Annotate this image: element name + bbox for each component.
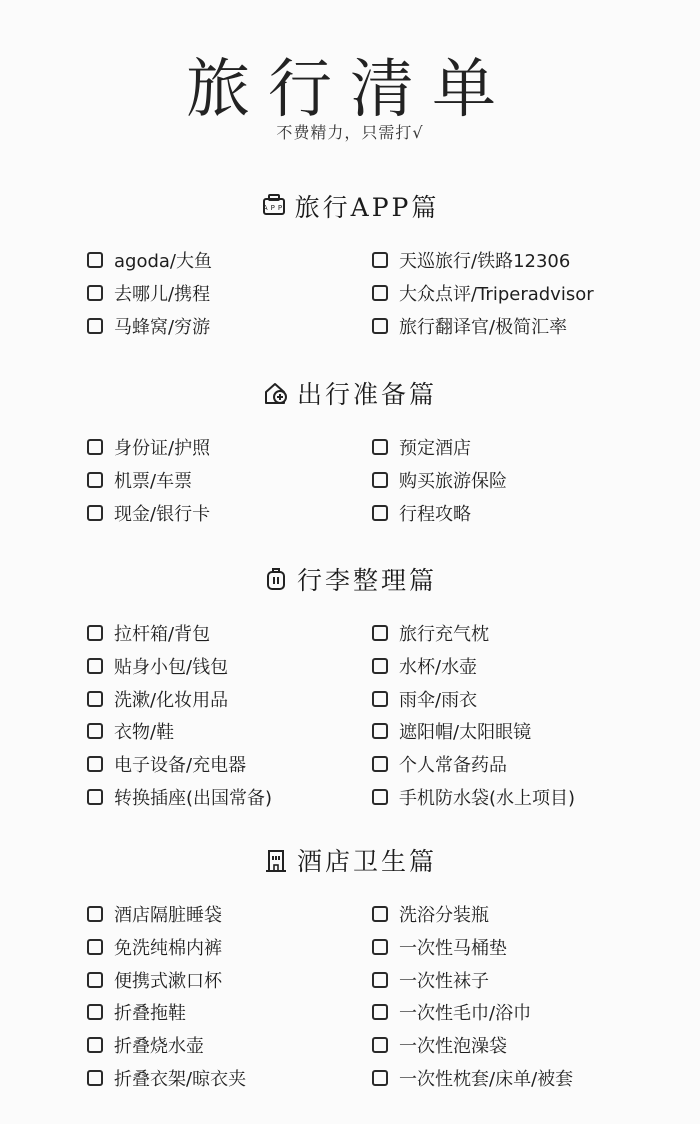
checklist-item[interactable]	[372, 499, 471, 527]
hotel-building-icon	[263, 847, 289, 873]
checklist-item-label: 马蜂窝/穷游	[114, 316, 211, 338]
checklist-item-label: 酒店隔脏睡袋	[114, 905, 222, 926]
checklist-item[interactable]	[372, 466, 507, 494]
checkbox[interactable]	[87, 658, 103, 674]
checkbox[interactable]	[372, 1070, 388, 1086]
checkbox[interactable]	[372, 285, 388, 301]
checklist-item-label: 大众点评/Triperadvisor	[399, 283, 594, 305]
section-title-label: 旅行APP篇	[294, 193, 440, 222]
checkbox[interactable]	[87, 1037, 103, 1053]
section-title	[0, 375, 700, 411]
checklist-item-label: agoda/大鱼	[114, 251, 212, 272]
checklist-item[interactable]	[87, 750, 246, 778]
checklist-item[interactable]	[372, 783, 575, 811]
page-title: 旅行清单	[186, 53, 514, 127]
checkbox[interactable]	[87, 285, 103, 301]
checkbox[interactable]	[372, 439, 388, 455]
checklist-item-label: 预定酒店	[399, 438, 471, 459]
checkbox[interactable]	[87, 505, 103, 521]
checklist-item[interactable]	[87, 685, 228, 713]
checkbox[interactable]	[372, 691, 388, 707]
checklist-item[interactable]	[372, 998, 531, 1026]
checklist-item[interactable]	[87, 433, 210, 461]
checkbox[interactable]	[372, 789, 388, 805]
checkbox[interactable]	[87, 906, 103, 922]
checklist-item-label: 贴身小包/钱包	[114, 656, 229, 678]
checklist-item[interactable]	[372, 246, 570, 274]
checklist-item[interactable]	[87, 466, 192, 494]
checkbox[interactable]	[87, 252, 103, 268]
checkbox[interactable]	[87, 318, 103, 334]
checklist-item[interactable]	[87, 279, 210, 307]
checkbox[interactable]	[372, 318, 388, 334]
checklist-item-label: 电子设备/充电器	[114, 755, 247, 777]
checklist-item-label: 洗漱/化妆用品	[114, 689, 229, 711]
checkbox[interactable]	[87, 439, 103, 455]
checkbox[interactable]	[372, 1037, 388, 1053]
checkbox[interactable]	[372, 906, 388, 922]
checkbox[interactable]	[87, 972, 103, 988]
checklist-item[interactable]	[372, 619, 489, 647]
section-title	[0, 842, 700, 878]
checklist-item[interactable]	[372, 933, 507, 961]
checklist-item-label: 一次性毛巾/浴巾	[399, 1003, 532, 1025]
section-title	[0, 188, 700, 224]
checklist-item-label: 机票/车票	[114, 470, 193, 492]
checklist-item-label: 遮阳帽/太阳眼镜	[399, 722, 532, 744]
checklist-item-label: 购买旅游保险	[399, 470, 507, 492]
checklist-item[interactable]	[87, 717, 174, 745]
page-subtitle: 不费精力，只需打√	[276, 123, 424, 142]
checklist-item-label: 一次性枕套/床单/被套	[399, 1069, 574, 1090]
checkbox[interactable]	[372, 756, 388, 772]
section-title-label: 行李整理篇	[296, 566, 437, 595]
section-title-label: 酒店卫生篇	[296, 847, 437, 876]
checkbox[interactable]	[87, 625, 103, 641]
checklist-item-label: 洗浴分装瓶	[399, 905, 489, 926]
checklist-item[interactable]	[87, 783, 272, 811]
checklist-item[interactable]	[87, 1031, 204, 1059]
checklist-item-label: 旅行充气枕	[399, 624, 489, 645]
checkbox[interactable]	[87, 789, 103, 805]
checklist-item-label: 折叠烧水壶	[114, 1036, 204, 1058]
checklist-item-label: 折叠衣架/晾衣夹	[114, 1069, 247, 1090]
checklist-item[interactable]	[372, 433, 471, 461]
checkbox[interactable]	[87, 691, 103, 707]
checklist-item[interactable]	[372, 685, 477, 713]
checklist-item[interactable]	[87, 246, 212, 274]
checklist-item[interactable]	[87, 499, 210, 527]
checkbox[interactable]	[372, 1004, 388, 1020]
checkbox[interactable]	[372, 939, 388, 955]
checklist-item[interactable]	[372, 966, 489, 994]
checklist-item-label: 拉杆箱/背包	[114, 624, 211, 645]
checklist-item-label: 转换插座(出国常备)	[114, 788, 273, 809]
checklist-item-label: 现金/银行卡	[114, 503, 211, 525]
house-plus-icon	[263, 380, 289, 406]
section-title	[0, 561, 700, 597]
checkbox[interactable]	[372, 472, 388, 488]
checklist-item[interactable]	[372, 1064, 573, 1092]
checklist-item[interactable]	[372, 279, 594, 307]
checklist-item[interactable]	[372, 1031, 507, 1059]
checkbox[interactable]	[87, 756, 103, 772]
section-title-label: 出行准备篇	[296, 380, 437, 409]
checkbox[interactable]	[87, 1070, 103, 1086]
checklist-item-label: 折叠拖鞋	[114, 1003, 186, 1025]
checklist-item-label: 手机防水袋(水上项目)	[399, 788, 576, 809]
checkbox[interactable]	[87, 723, 103, 739]
checklist-item[interactable]	[372, 750, 507, 778]
luggage-icon	[263, 566, 289, 592]
checklist-item[interactable]	[87, 312, 210, 340]
checklist-item-label: 去哪儿/携程	[114, 283, 211, 305]
checkbox[interactable]	[372, 658, 388, 674]
checklist-item[interactable]	[87, 933, 222, 961]
checklist-item-label: 衣物/鞋	[114, 722, 175, 744]
checkbox[interactable]	[87, 1004, 103, 1020]
checklist-item-label: 天巡旅行/铁路12306	[399, 251, 571, 272]
checklist-item[interactable]	[372, 652, 477, 680]
checkbox[interactable]	[372, 625, 388, 641]
checkbox[interactable]	[87, 939, 103, 955]
checklist-item-label: 旅行翻译官/极简汇率	[399, 316, 568, 338]
checklist-item[interactable]	[87, 619, 210, 647]
checklist-item[interactable]	[87, 1064, 246, 1092]
checkbox[interactable]	[372, 505, 388, 521]
checklist-item[interactable]	[372, 312, 567, 340]
checklist-item[interactable]	[372, 717, 531, 745]
checkbox[interactable]	[372, 252, 388, 268]
checklist-item-label: 身份证/护照	[114, 438, 211, 459]
svg-text:APP: APP	[262, 204, 285, 212]
checklist-item-label: 一次性泡澡袋	[399, 1036, 507, 1058]
checklist-item-label: 行程攻略	[399, 503, 471, 525]
checklist-item[interactable]	[87, 966, 222, 994]
checklist-item[interactable]	[87, 998, 186, 1026]
checklist-item-label: 便携式漱口杯	[114, 970, 222, 992]
checklist-item[interactable]	[87, 900, 222, 928]
checklist-item-label: 个人常备药品	[399, 755, 507, 777]
checkbox[interactable]	[372, 723, 388, 739]
checkbox[interactable]	[372, 972, 388, 988]
checklist-item[interactable]	[372, 900, 489, 928]
checklist-item[interactable]	[87, 652, 228, 680]
checklist-item-label: 雨伞/雨衣	[399, 689, 478, 711]
checklist-item-label: 免洗纯棉内裤	[114, 937, 222, 959]
app-icon	[261, 193, 287, 219]
checklist-item-label: 水杯/水壶	[399, 656, 478, 678]
checklist-item-label: 一次性袜子	[399, 970, 489, 992]
checklist-item-label: 一次性马桶垫	[399, 937, 507, 959]
checkbox[interactable]	[87, 472, 103, 488]
